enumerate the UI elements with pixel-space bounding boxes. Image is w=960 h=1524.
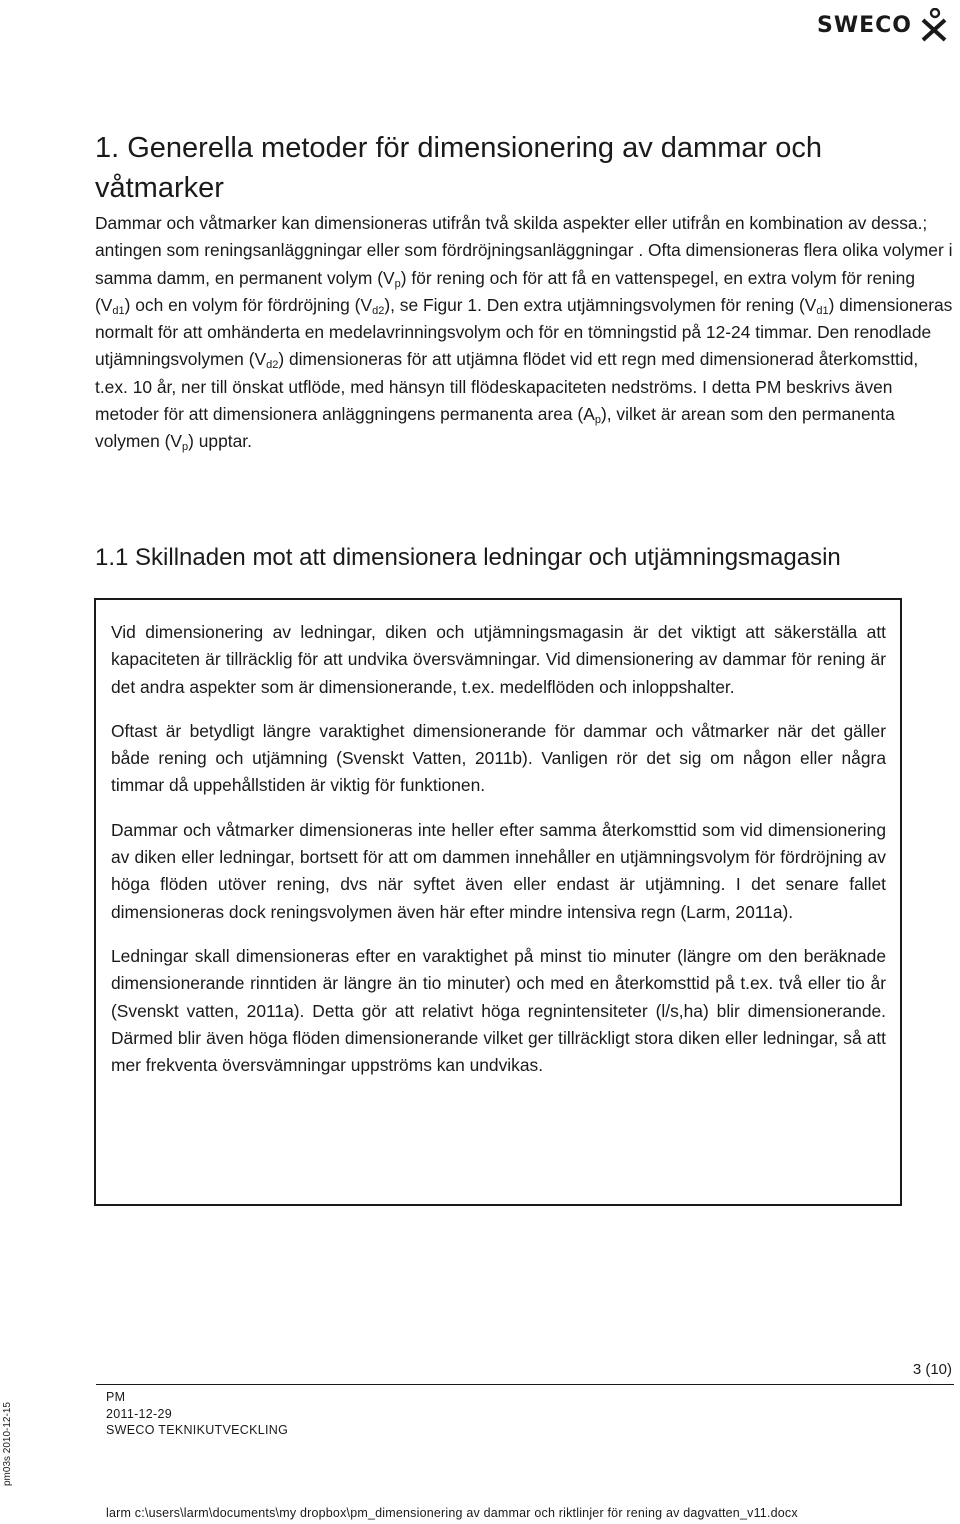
doc-date: 2011-12-29 xyxy=(106,1406,173,1421)
logo-text: SWECO xyxy=(817,12,912,38)
page-number: 3 (10) xyxy=(912,1361,952,1378)
section-heading-1-1: 1.1 Skillnaden mot att dimensionera ledningar och utjämningsmagasin xyxy=(95,544,841,571)
doc-department: SWECO TEKNIKUTVECKLING xyxy=(106,1423,289,1437)
doc-type: PM xyxy=(106,1390,126,1404)
document-meta xyxy=(106,1389,288,1439)
intro-paragraph: Dammar och våtmarker kan dimensioneras utifrån två skilda aspekter eller utifrån en kombination av dessa.; antingen som reningsanläggningar eller som fördröjningsanläggningar . Ofta dimensioneras flera olika volymer i samma damm, en permanent volym $(V_p)$ för rening och för att få en vattenspegel, en extra volym för rening $(V_{d1})$ och en volym för fördröjning $(V_{d2})$, se Figur 1. Den extra utjämningsvolymen för rening $(V_{d1})$ dimensioneras normalt för att omhänderta en medelavrinningsvolym och för en tömningstid på 12-24 timmar. Den renodlade utjämningsvolymen $(V_{d2})$ dimensioneras för att utjämna flödet vid ett regn med dimensionerad återkomsttid, t.ex. 10 år, ner till önskat utflöde, med hänsyn till flödeskapaciteten nedströms. I detta PM beskrivs även metoder för att dimensionera anläggningens permanenta area $(A_p)$, vilket är arean som den permanenta volymen $(V_p)$ upptar. xyxy=(95,213,953,454)
footer-divider xyxy=(96,1384,954,1385)
box-paragraph: Dammar och våtmarker dimensioneras inte heller efter samma återkomsttid som vid dimensionering av diken eller ledningar, bortsett för att om dammen innehåller en utjämningsvolym för fördröjning av höga flöden utöver rening, dvs när syftet även eller endast är utjämning. I det senare fallet dimensioneras dock reningsvolymen även här efter mindre intensiva regn (Larm, 2011a). xyxy=(111,819,886,922)
box-paragraph: Oftast är betydligt längre varaktighet dimensionerande för dammar och våtmarker när det gäller både rening och utjämning (Svenskt Vatten, 2011b). Vanligen rör det sig om någon eller några timmar då uppehållstiden är viktig för funktionen. xyxy=(111,720,886,796)
text-box xyxy=(94,598,902,1206)
company-logo xyxy=(817,8,948,42)
template-label: pm03s 2010-12-15 xyxy=(2,1402,13,1486)
file-path: larm c:\users\larm\documents\my dropbox\pm_dimensionering av dammar och riktlinjer för rening av dagvatten_v11.docx xyxy=(106,1506,798,1520)
sweco-mark-icon xyxy=(918,8,948,42)
section-heading-1: 1. Generella metoder för dimensionering av dammar och våtmarker xyxy=(95,132,822,204)
box-paragraph: Ledningar skall dimensioneras efter en varaktighet på minst tio minuter (längre om den beräknade dimensionerande rinntiden är längre än tio minuter) och med en återkomsttid på t.ex. två eller tio år (Svenskt vatten, 2011a). Detta gör att relativt höga regnintensiteter (l/s,ha) blir dimensionerande. Därmed blir även höga flöden dimensionerande vilket ger tillräckligt stora diken eller ledningar, så att mer frekventa översvämningar uppströms kan undvikas. xyxy=(111,945,886,1076)
box-paragraph: Vid dimensionering av ledningar, diken och utjämningsmagasin är det viktigt att säkerställa att kapaciteten är tillräcklig för att undvika översvämningar. Vid dimensionering av dammar för rening är det andra aspekter som är dimensionerande, t.ex. medelflöden och inloppshalter. xyxy=(111,622,886,697)
side-label-container xyxy=(2,1386,20,1486)
